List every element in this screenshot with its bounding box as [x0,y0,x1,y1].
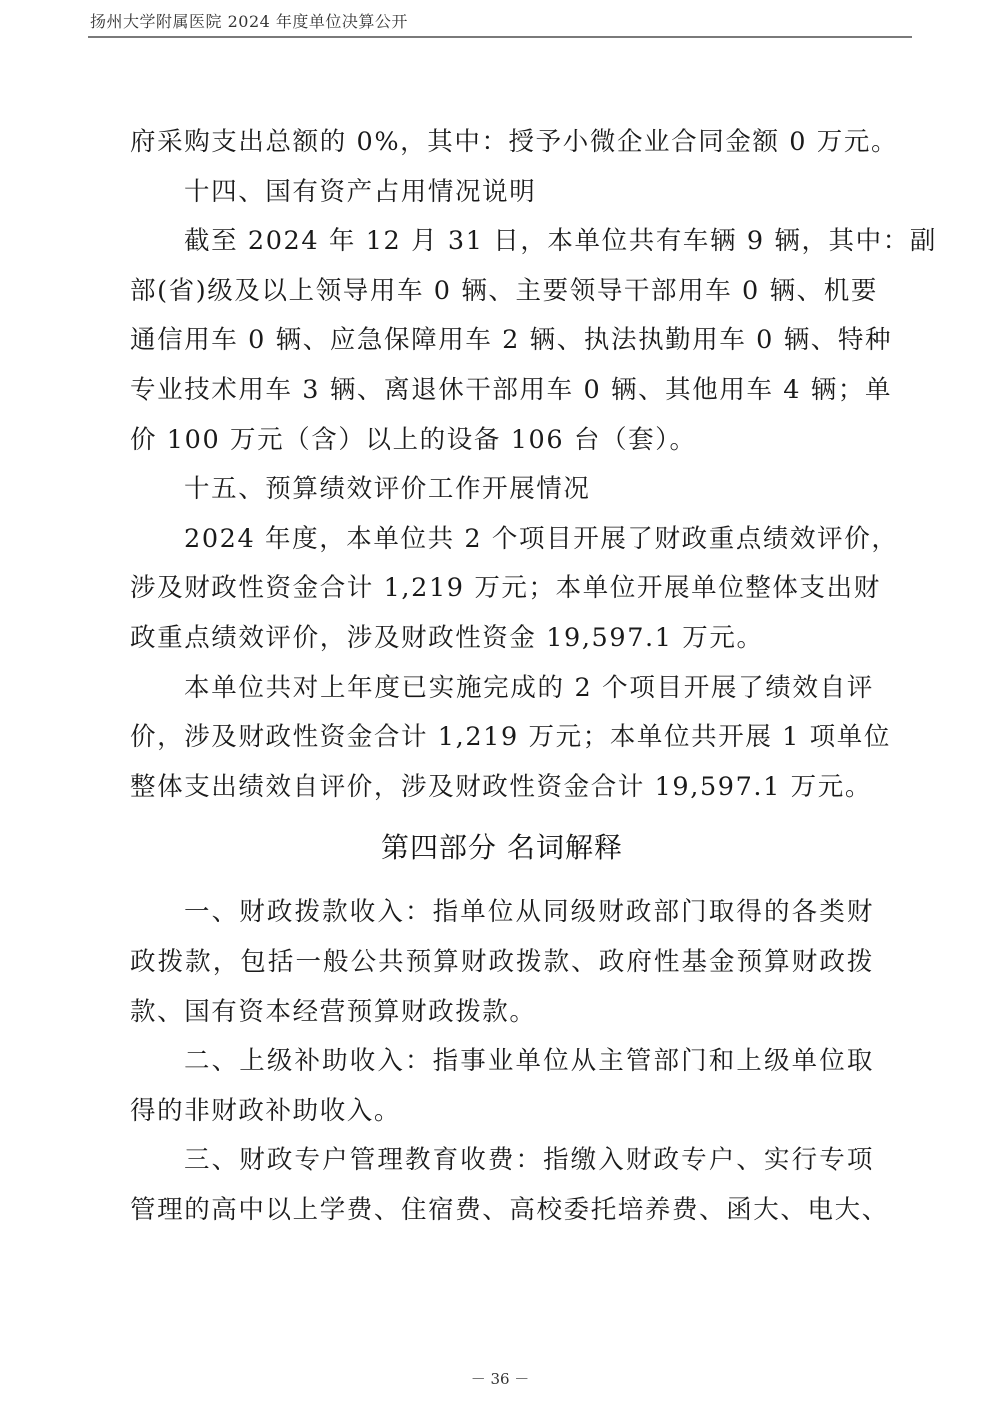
term-definition-3 [130,1136,889,1235]
text-line: 一、财政拨款收入：指单位从同级财政部门取得的各类财 [184,897,874,928]
text-line: 部(省)级及以上领导用车 0 辆、主要领导干部用车 0 辆、机要 [130,275,878,306]
text-line: 价，涉及财政性资金合计 1,219 万元；本单位共开展 1 项单位 [130,722,891,753]
text-line: 通信用车 0 辆、应急保障用车 2 辆、执法执勤用车 0 辆、特种 [130,325,893,356]
text-line: 本单位共对上年度已实施完成的 2 个项目开展了绩效自评 [184,672,874,703]
text-line: 府采购支出总额的 0%，其中：授予小微企业合同金额 0 万元。 [130,127,899,157]
text-line: 整体支出绩效自评价，涉及财政性资金合计 19,597.1 万元。 [130,771,872,802]
header-title: 扬州大学附属医院 2024 年度单位决算公开 [90,12,408,31]
section-15 [130,465,899,812]
section-14 [130,168,937,466]
paragraph-continuation [130,118,899,168]
section-heading-14: 十四、国有资产占用情况说明 [184,176,537,207]
text-line: 截至 2024 年 12 月 31 日，本单位共有车辆 9 辆，其中：副 [184,226,937,257]
document-body [130,118,937,1235]
section-heading-15: 十五、预算绩效评价工作开展情况 [184,474,591,505]
text-line: 政重点绩效评价，涉及财政性资金 19,597.1 万元。 [130,622,764,653]
text-line: 款、国有资本经营预算财政拨款。 [130,996,537,1027]
text-line: 专业技术用车 3 辆、离退休干部用车 0 辆、其他用车 4 辆；单 [130,374,893,405]
text-line: 政拨款，包括一般公共预算财政拨款、政府性基金预算财政拨 [130,946,874,977]
text-line: 2024 年度，本单位共 2 个项目开展了财政重点绩效评价， [184,523,899,554]
text-line: 管理的高中以上学费、住宿费、高校委托培养费、函大、电大、 [130,1194,889,1225]
page-number: － 36 － [470,1370,530,1388]
text-line: 得的非财政补助收入。 [130,1095,402,1126]
text-line: 三、财政专户管理教育收费：指缴入财政专户、实行专项 [184,1145,874,1176]
part-4-heading: 第四部分 名词解释 [381,831,623,865]
text-line: 涉及财政性资金合计 1,219 万元；本单位开展单位整体支出财 [130,573,881,604]
term-definition-1 [130,888,874,1037]
term-definition-2 [130,1037,874,1136]
text-line: 二、上级补助收入：指事业单位从主管部门和上级单位取 [184,1046,874,1077]
text-line: 价 100 万元（含）以上的设备 106 台（套）。 [130,424,697,455]
page-header [88,8,912,38]
